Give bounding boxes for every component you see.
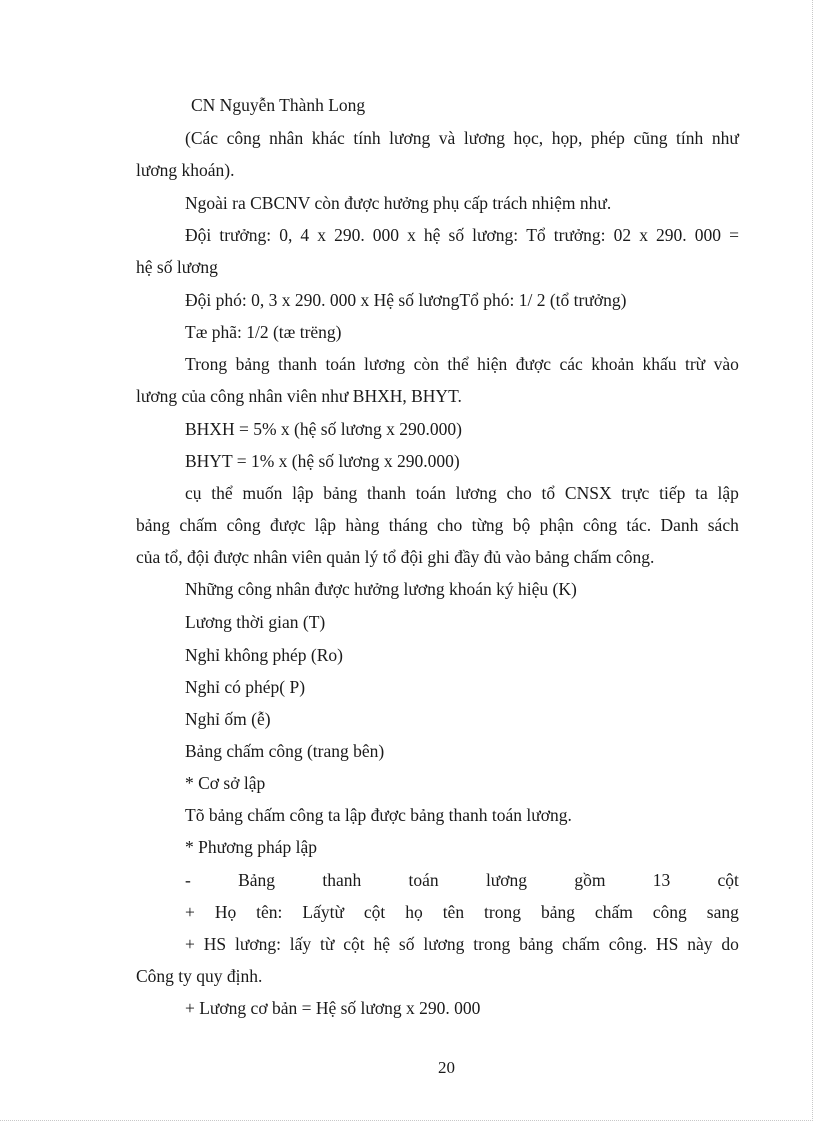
word: hàng (345, 515, 380, 535)
word: học, (513, 128, 544, 148)
word: công (583, 515, 618, 535)
word: số (398, 934, 415, 954)
p14: Nghỉ ốm (ễ) (185, 709, 271, 729)
p8: BHYT = 1% x (hệ số lương x 290.000) (185, 451, 460, 471)
p10: Những công nhân được hưởng lương khoán ký hiệu (K) (185, 579, 577, 599)
word: thanh (367, 483, 406, 503)
p17: Tõ bảng chấm công ta lập được bảng thanh toán lương. (185, 805, 572, 825)
word: công (226, 515, 261, 535)
word: lương: (234, 934, 281, 954)
word: 4 (300, 225, 310, 245)
word: lương (455, 483, 497, 503)
word: thanh (322, 870, 362, 890)
word: chấm (594, 902, 633, 922)
word: toán (325, 354, 356, 374)
p6-line2: lương của công nhân viên như BHXH, BHYT. (136, 386, 462, 406)
word: 02 (613, 225, 632, 245)
p1-line1 (185, 128, 739, 148)
p9-line3: của tổ, đội được nhân viên quản lý tổ đội ghi đầy đủ vào bảng chấm công. (136, 547, 655, 567)
word: Đội (185, 225, 212, 245)
word: x (639, 225, 648, 245)
p5: Tæ phã: 1/2 (tæ trëng) (185, 322, 342, 342)
word: số (448, 225, 465, 245)
word: tên: (256, 902, 283, 922)
word: từ (320, 934, 335, 954)
word: lập (314, 515, 336, 535)
word: thể (447, 354, 469, 374)
word: họ (405, 902, 423, 922)
word: phép (590, 128, 625, 148)
word: thể (211, 483, 233, 503)
word: Lấytừ (302, 902, 344, 922)
heading: CN Nguyễn Thành Long (191, 95, 366, 115)
word: lấy (289, 934, 312, 954)
page-number: 20 (438, 1058, 455, 1077)
word: bảng (136, 515, 171, 535)
word: gồm (574, 870, 606, 890)
word: bảng (540, 902, 575, 922)
p1-line2: lương khoán). (136, 160, 235, 180)
p18: * Phương pháp lập (185, 837, 317, 857)
word: sách (707, 515, 739, 535)
word: cột (717, 870, 739, 890)
word: này (687, 934, 713, 954)
word: 290. (334, 225, 365, 245)
word: do (721, 934, 739, 954)
word: lập (292, 483, 314, 503)
word: = (729, 225, 739, 245)
word: các (559, 354, 583, 374)
word: chấm (179, 515, 218, 535)
p3-line1 (185, 225, 739, 245)
p9-line2 (136, 515, 739, 535)
word: lương (364, 354, 406, 374)
word: khấu (642, 354, 677, 374)
word: công. (608, 934, 648, 954)
word: toán (408, 870, 439, 890)
word: 0, (279, 225, 293, 245)
p21-line2: Công ty quy định. (136, 966, 263, 986)
word: tên (442, 902, 465, 922)
word: được (270, 515, 306, 535)
p12: Nghỉ không phép (Ro) (185, 645, 343, 665)
p19 (185, 870, 739, 890)
word: còn (413, 354, 439, 374)
word: 13 (652, 870, 671, 890)
word: + (185, 902, 195, 922)
word: cho (436, 515, 463, 535)
p3-line2: hệ số lương (136, 257, 218, 277)
p6-line1 (185, 354, 739, 374)
word: trưởng: (219, 225, 272, 245)
word: công (652, 902, 687, 922)
word: + (185, 934, 195, 954)
word: HS (656, 934, 679, 954)
word: x (317, 225, 326, 245)
word: Bảng (238, 870, 276, 890)
p21-line1 (185, 934, 739, 954)
word: lương: (472, 225, 519, 245)
word: bảng (519, 934, 554, 954)
word: nhân (269, 128, 304, 148)
word: tháng (388, 515, 428, 535)
p11: Lương thời gian (T) (185, 612, 326, 632)
p2: Ngoài ra CBCNV còn được hưởng phụ cấp trách nhiệm như. (185, 193, 612, 213)
word: CNSX (564, 483, 612, 503)
p4: Đội phó: 0, 3 x 290. 000 x Hệ số lươngTổ phó: 1/ 2 (tổ trưởng) (185, 290, 627, 310)
word: 000 (694, 225, 721, 245)
word: Danh (660, 515, 699, 535)
word: cụ (185, 483, 202, 503)
word: bảng (323, 483, 358, 503)
word: hệ (373, 934, 391, 954)
word: Tổ (526, 225, 546, 245)
word: lương (485, 870, 528, 890)
word: x (407, 225, 416, 245)
word: công (226, 128, 261, 148)
word: từng (471, 515, 504, 535)
p9-line1 (185, 483, 739, 503)
word: tiếp (659, 483, 686, 503)
word: trong (473, 934, 511, 954)
word: tính (353, 128, 381, 148)
word: như (711, 128, 739, 148)
word: trừ (684, 354, 706, 374)
word: khoản (591, 354, 635, 374)
word: lương (463, 128, 505, 148)
word: tổ (541, 483, 556, 503)
p20 (185, 902, 739, 922)
p16: * Cơ sở lập (185, 773, 266, 793)
p15: Bảng chấm công (trang bên) (185, 741, 385, 761)
word: 000 (372, 225, 400, 245)
p22: + Lương cơ bản = Hệ số lương x 290. 000 (185, 998, 481, 1018)
word: khác (311, 128, 345, 148)
word: (Các (185, 128, 219, 148)
word: cột (363, 902, 386, 922)
word: lương (389, 128, 431, 148)
word: được (515, 354, 552, 374)
word: trong (484, 902, 521, 922)
word: tác. (626, 515, 652, 535)
word: tính (676, 128, 704, 148)
word: cột (343, 934, 365, 954)
word: hệ (423, 225, 441, 245)
word: lương (423, 934, 465, 954)
word: muốn (242, 483, 283, 503)
word: phận (539, 515, 574, 535)
word: cũng (633, 128, 668, 148)
word: bảng (235, 354, 270, 374)
word: họp, (551, 128, 583, 148)
p13: Nghỉ có phép( P) (185, 677, 306, 697)
word: hiện (477, 354, 508, 374)
p7: BHXH = 5% x (hệ số lương x 290.000) (185, 419, 462, 439)
word: trực (621, 483, 650, 503)
word: chấm (562, 934, 600, 954)
word: toán (415, 483, 446, 503)
word: trưởng: (553, 225, 606, 245)
word: HS (203, 934, 227, 954)
word: và (438, 128, 456, 148)
word: - (185, 870, 191, 890)
word: 290. (656, 225, 687, 245)
word: sang (706, 902, 739, 922)
word: ta (695, 483, 708, 503)
word: vào (713, 354, 739, 374)
word: bộ (512, 515, 531, 535)
word: Trong (185, 354, 228, 374)
word: lập (717, 483, 739, 503)
word: Họ (214, 902, 237, 922)
word: cho (506, 483, 532, 503)
word: thanh (278, 354, 317, 374)
